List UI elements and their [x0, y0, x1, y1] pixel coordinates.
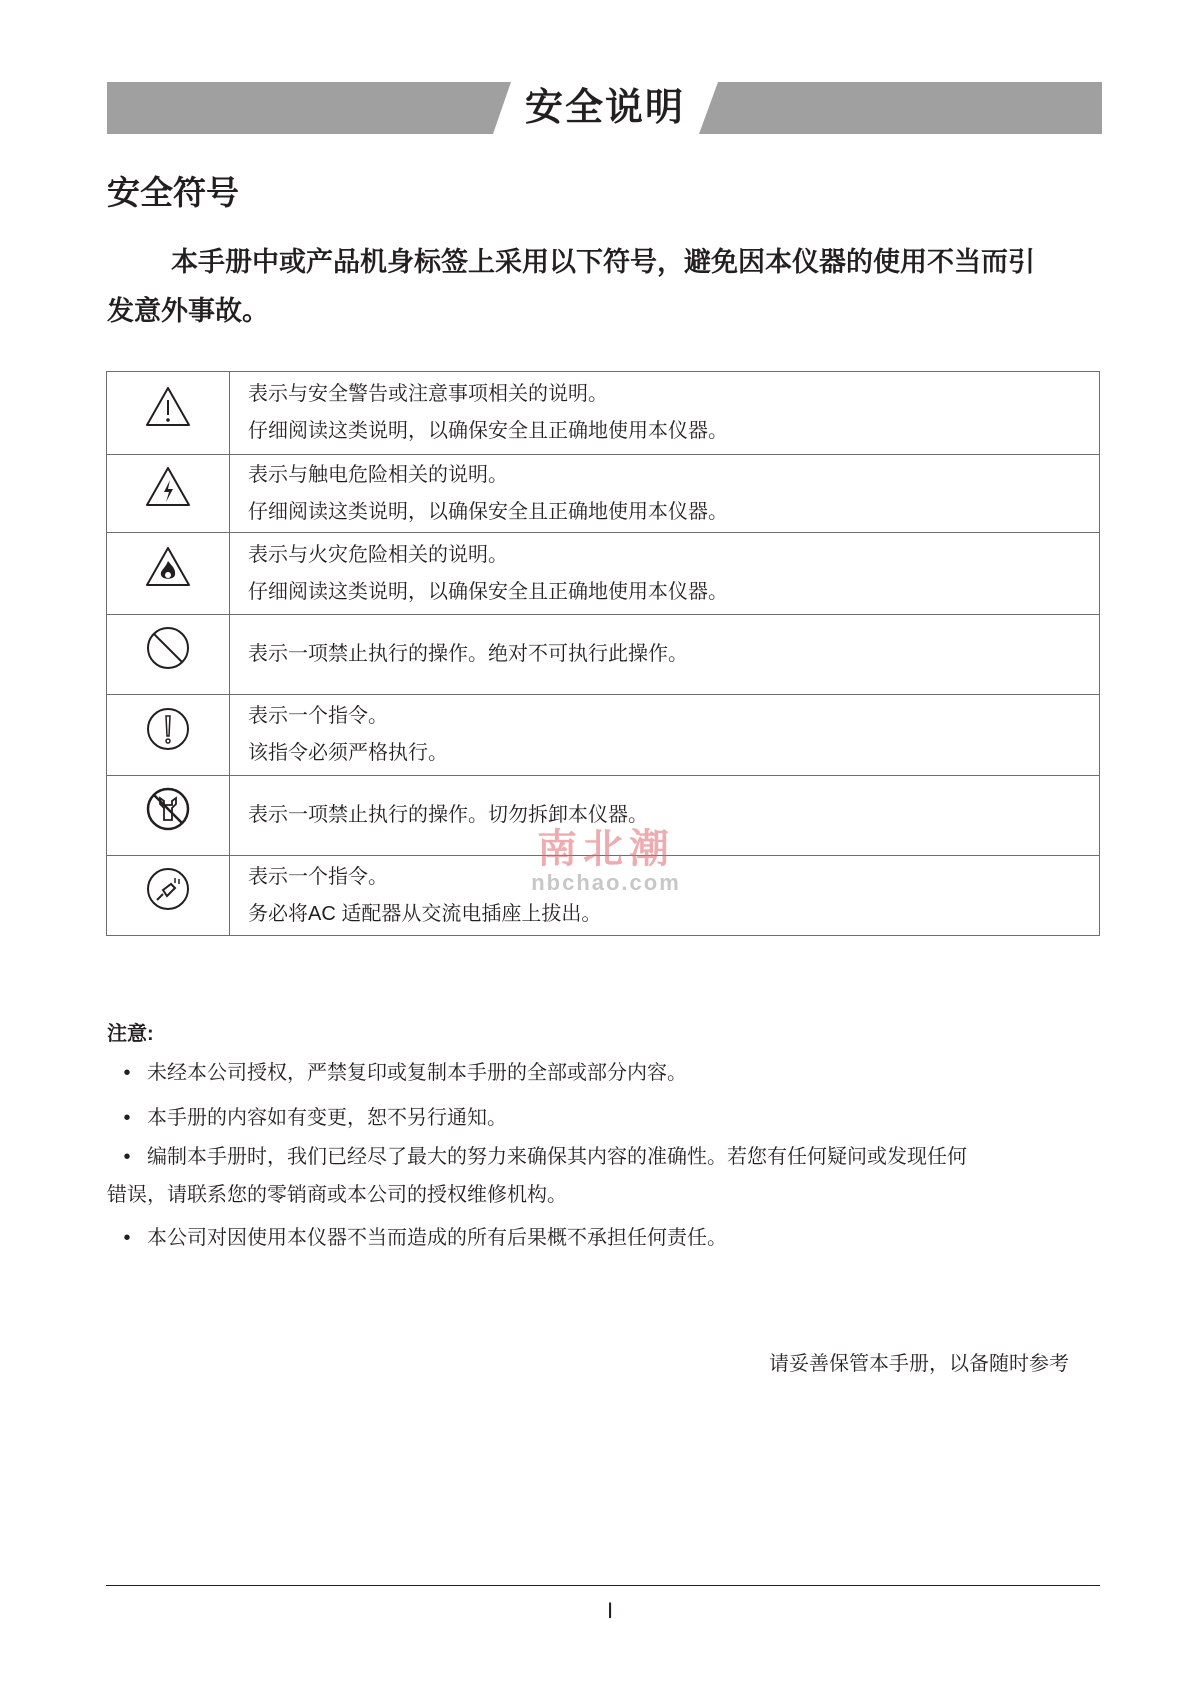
note-item: • 本公司对因使用本仪器不当而造成的所有后果概不承担任何责任。	[123, 1227, 727, 1249]
watermark-en: nbchao.com	[531, 870, 681, 895]
notes-title: 注意:	[107, 1023, 154, 1045]
symbol-desc: 务必将AC 适配器从交流电插座上拔出。	[248, 902, 602, 925]
note-text: 本手册的内容如有变更，恕不另行通知。	[147, 1107, 507, 1129]
intro-text-line2: 发意外事故。	[107, 296, 269, 326]
symbol-desc: 表示与火灾危险相关的说明。	[248, 543, 508, 566]
intro-text-line1: 本手册中或产品机身标签上采用以下符号，避免因本仪器的使用不当而引	[171, 247, 1035, 277]
no-disassembly-icon	[107, 776, 230, 856]
page-title: 安全说明	[524, 87, 685, 129]
page-number: I	[606, 1598, 614, 1623]
table-row	[107, 695, 1100, 776]
symbol-desc: 表示一项禁止执行的操作。绝对不可执行此操作。	[248, 643, 688, 665]
note-text: 未经本公司授权，严禁复印或复制本手册的全部或部分内容。	[147, 1062, 687, 1084]
mandatory-instruction-icon	[107, 695, 230, 776]
symbol-desc: 表示一个指令。	[248, 865, 388, 888]
note-item: • 编制本手册时，我们已经尽了最大的努力来确保其内容的准确性。若您有任何疑问或发现任何	[123, 1146, 967, 1168]
symbol-desc: 仔细阅读这类说明，以确保安全且正确地使用本仪器。	[248, 500, 728, 523]
prohibited-icon	[107, 615, 230, 695]
note-item: • 未经本公司授权，严禁复印或复制本手册的全部或部分内容。	[123, 1062, 687, 1084]
watermark	[521, 826, 691, 894]
note-text: 编制本手册时，我们已经尽了最大的努力来确保其内容的准确性。若您有任何疑问或发现任何	[147, 1146, 967, 1168]
note-item-continued: 错误，请联系您的零销商或本公司的授权维修机构。	[107, 1184, 567, 1206]
watermark-cn: 南北潮	[537, 825, 675, 872]
table-row	[107, 533, 1100, 615]
symbol-desc: 仔细阅读这类说明，以确保安全且正确地使用本仪器。	[248, 580, 728, 603]
footer-divider	[106, 1585, 1100, 1586]
note-item: • 本手册的内容如有变更，恕不另行通知。	[123, 1107, 507, 1129]
table-row	[107, 615, 1100, 695]
fire-hazard-icon	[107, 533, 230, 615]
note-text: 本公司对因使用本仪器不当而造成的所有后果概不承担任何责任。	[147, 1227, 727, 1249]
symbol-desc: 仔细阅读这类说明，以确保安全且正确地使用本仪器。	[248, 420, 728, 442]
unplug-icon	[107, 856, 230, 936]
electric-shock-icon	[107, 455, 230, 533]
symbol-desc: 表示与触电危险相关的说明。	[248, 463, 508, 486]
table-row	[107, 455, 1100, 533]
section-title: 安全符号	[107, 174, 239, 211]
symbol-desc: 表示一项禁止执行的操作。切勿拆卸本仪器。	[248, 804, 648, 826]
warning-triangle-icon	[107, 372, 230, 455]
symbol-desc: 表示一个指令。	[248, 705, 388, 727]
symbol-desc: 表示与安全警告或注意事项相关的说明。	[248, 383, 608, 405]
table-row	[107, 372, 1100, 455]
closing-text: 请妥善保管本手册，以备随时参考	[769, 1353, 1069, 1375]
symbol-desc: 该指令必须严格执行。	[248, 742, 448, 764]
